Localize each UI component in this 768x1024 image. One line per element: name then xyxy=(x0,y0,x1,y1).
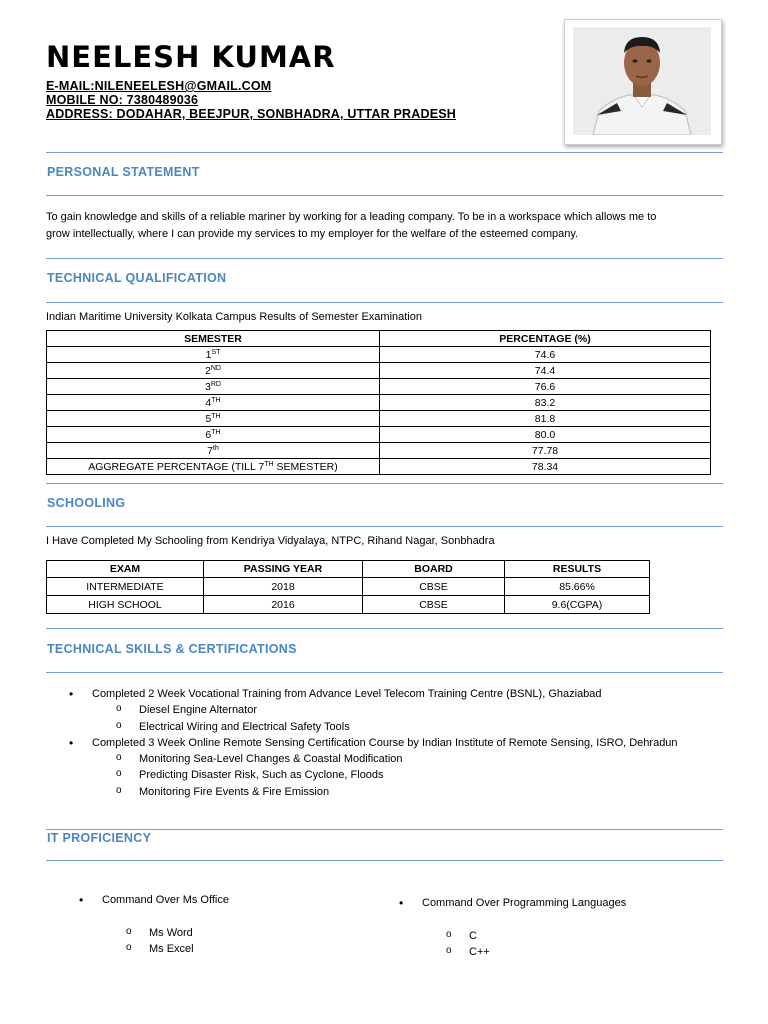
skills-list xyxy=(46,686,746,800)
year-cell: 2018 xyxy=(204,578,363,596)
section-title-personal-statement: PERSONAL STATEMENT xyxy=(47,165,200,179)
section-title-it-proficiency: IT PROFICIENCY xyxy=(47,831,152,845)
table-header-row xyxy=(47,561,650,578)
list-item: o C++ xyxy=(376,944,676,960)
percentage-cell: 76.6 xyxy=(380,379,711,395)
exam-cell: HIGH SCHOOL xyxy=(47,596,204,614)
email-line: E-MAIL:NILENEELESH@GMAIL.COM xyxy=(46,79,272,93)
list-item: o Ms Excel xyxy=(56,941,356,957)
list-item: o C xyxy=(376,928,676,944)
percentage-cell: 77.78 xyxy=(380,443,711,459)
semester-results-table xyxy=(46,330,711,475)
section-title-technical-qualification: TECHNICAL QUALIFICATION xyxy=(47,271,227,285)
semester-cell: 6TH xyxy=(47,427,380,443)
result-cell: 85.66% xyxy=(505,578,650,596)
board-cell: CBSE xyxy=(363,578,505,596)
list-item: • Completed 3 Week Online Remote Sensing Certification Course by Indian Institute of Remote Sensing, ISRO, Dehradun xyxy=(46,735,746,751)
header-results: RESULTS xyxy=(505,561,650,578)
semester-cell: 2ND xyxy=(47,363,380,379)
address-line: ADDRESS: DODAHAR, BEEJPUR, SONBHADRA, UTTAR PRADESH xyxy=(46,107,456,121)
table-row xyxy=(47,395,711,411)
result-cell: 9.6(CGPA) xyxy=(505,596,650,614)
divider xyxy=(46,628,723,629)
percentage-cell: 80.0 xyxy=(380,427,711,443)
table-row xyxy=(47,427,711,443)
percentage-cell: 74.6 xyxy=(380,347,711,363)
board-cell: CBSE xyxy=(363,596,505,614)
section-title-schooling: SCHOOLING xyxy=(47,496,126,510)
divider xyxy=(46,829,723,830)
it-right-sublist xyxy=(376,928,676,961)
header-semester: SEMESTER xyxy=(47,331,380,347)
list-item: o Electrical Wiring and Electrical Safety Tools xyxy=(46,719,746,735)
aggregate-label: AGGREGATE PERCENTAGE (TILL 7TH SEMESTER) xyxy=(47,459,380,475)
table-row xyxy=(47,363,711,379)
technical-qualification-intro: Indian Maritime University Kolkata Campus Results of Semester Examination xyxy=(46,311,422,323)
mobile-line: MOBILE NO: 7380489036 xyxy=(46,93,199,107)
table-row xyxy=(47,347,711,363)
percentage-cell: 81.8 xyxy=(380,411,711,427)
divider xyxy=(46,258,723,259)
semester-cell: 7th xyxy=(47,443,380,459)
header-percentage: PERCENTAGE (%) xyxy=(380,331,711,347)
year-cell: 2016 xyxy=(204,596,363,614)
aggregate-row xyxy=(47,459,711,475)
table-row xyxy=(47,443,711,459)
divider xyxy=(46,672,723,673)
schooling-intro: I Have Completed My Schooling from Kendriya Vidyalaya, NTPC, Rihand Nagar, Sonbhadra xyxy=(46,535,495,547)
divider xyxy=(46,152,723,153)
personal-statement-text xyxy=(46,209,726,243)
list-item: o Monitoring Sea-Level Changes & Coastal Modification xyxy=(46,751,746,767)
semester-cell: 3RD xyxy=(47,379,380,395)
divider xyxy=(46,483,723,484)
personal-statement-line-1: To gain knowledge and skills of a reliable mariner by working for a leading company. To be in a workspace which allows me to xyxy=(46,211,657,223)
personal-statement-line-2: grow intellectually, where I can provide my services to my employer for the welfare of the esteemed company. xyxy=(46,228,579,240)
aggregate-value: 78.34 xyxy=(380,459,711,475)
schooling-table xyxy=(46,560,650,614)
section-title-technical-skills: TECHNICAL SKILLS & CERTIFICATIONS xyxy=(47,642,297,656)
divider xyxy=(46,860,723,861)
table-row xyxy=(47,379,711,395)
semester-cell: 5TH xyxy=(47,411,380,427)
list-item: • Command Over Programming Languages xyxy=(376,895,756,911)
profile-photo-frame xyxy=(564,19,722,145)
list-item: o Predicting Disaster Risk, Such as Cyclone, Floods xyxy=(46,767,746,783)
table-row xyxy=(47,578,650,596)
table-row xyxy=(47,596,650,614)
list-item: o Monitoring Fire Events & Fire Emission xyxy=(46,784,746,800)
divider xyxy=(46,302,723,303)
list-item: • Completed 2 Week Vocational Training from Advance Level Telecom Training Centre (BSNL), Ghaziabad xyxy=(46,686,746,702)
header-board: BOARD xyxy=(363,561,505,578)
list-item: o Ms Word xyxy=(56,925,356,941)
percentage-cell: 74.4 xyxy=(380,363,711,379)
it-left-sublist xyxy=(56,925,356,958)
semester-cell: 1ST xyxy=(47,347,380,363)
percentage-cell: 83.2 xyxy=(380,395,711,411)
profile-photo xyxy=(573,27,711,135)
header-passing-year: PASSING YEAR xyxy=(204,561,363,578)
candidate-name: NEELESH KUMAR xyxy=(46,40,336,74)
list-item: o Diesel Engine Alternator xyxy=(46,702,746,718)
it-left-list xyxy=(56,892,356,908)
it-right-list xyxy=(376,895,756,911)
header-exam: EXAM xyxy=(47,561,204,578)
table-row xyxy=(47,411,711,427)
divider xyxy=(46,195,723,196)
exam-cell: INTERMEDIATE xyxy=(47,578,204,596)
semester-cell: 4TH xyxy=(47,395,380,411)
table-header-row xyxy=(47,331,711,347)
list-item: • Command Over Ms Office xyxy=(56,892,356,908)
divider xyxy=(46,526,723,527)
